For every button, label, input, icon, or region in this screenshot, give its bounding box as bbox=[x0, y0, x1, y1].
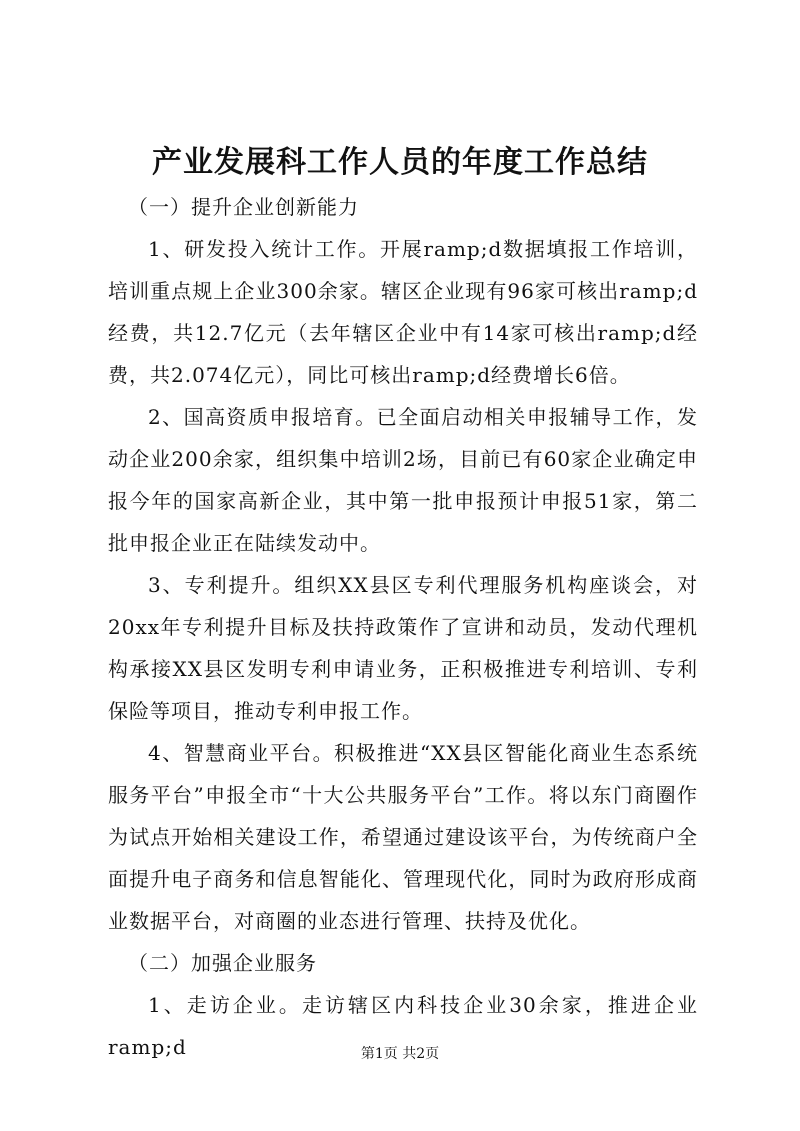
document-body bbox=[108, 186, 698, 1068]
paragraph-high-tech-cultivation: 2、国高资质申报培育。已全面启动相关申报辅导工作，发动企业200余家，组织集中培训2场，目前已有60家企业确定申报今年的国家高新企业，其中第一批申报预计申报51家，第二批申报企业正在陆续发动中。 bbox=[108, 405, 698, 555]
section-heading-1: （一）提升企业创新能力 bbox=[128, 195, 359, 219]
paragraph-smart-commerce: 4、智慧商业平台。积极推进“XX县区智能化商业生态系统服务平台”申报全市“十大公共服务平台”工作。将以东门商圈作为试点开始相关建设工作，希望通过建设该平台，为传统商户全面提升电子商务和信息智能化、管理现代化，同时为政府形成商业数据平台，对商圈的业态进行管理、扶持及优化。 bbox=[108, 741, 698, 933]
paragraph-patent-improvement: 3、专利提升。组织XX县区专利代理服务机构座谈会，对20xx年专利提升目标及扶持政策作了宣讲和动员，发动代理机构承接XX县区发明专利申请业务，正积极推进专利培训、专利保险等项目，推动专利申报工作。 bbox=[108, 573, 698, 723]
document-title: 产业发展科工作人员的年度工作总结 bbox=[152, 145, 648, 180]
section-heading-2: （二）加强企业服务 bbox=[128, 951, 317, 975]
paragraph-enterprise-visits: 1、走访企业。走访辖区内科技企业30余家，推进企业ramp;d bbox=[108, 993, 698, 1059]
paragraph-rd-statistics: 1、研发投入统计工作。开展ramp;d数据填报工作培训，培训重点规上企业300余家。辖区企业现有96家可核出ramp;d经费，共12.7亿元（去年辖区企业中有14家可核出ramp;d经费，共2.074亿元），同比可核出ramp;d经费增长6倍。 bbox=[108, 237, 698, 387]
page-number-footer: 第1页 共2页 bbox=[360, 1046, 440, 1062]
